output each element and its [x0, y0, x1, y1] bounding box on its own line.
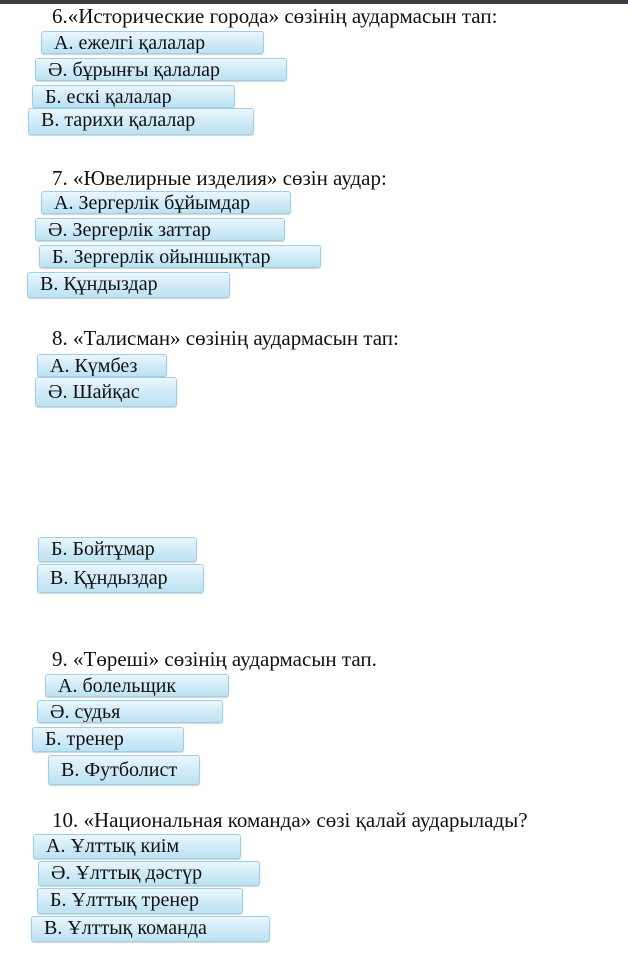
question-7-option-ae[interactable]: Ә. Зергерлік заттар — [35, 218, 285, 241]
question-7-option-a[interactable]: А. Зергерлік бұйымдар — [41, 191, 291, 214]
question-9-text: 9. «Төреші» сөзінің аудармасын тап. — [52, 647, 377, 671]
question-6-option-a[interactable]: А. ежелгі қалалар — [41, 31, 264, 54]
question-6-option-v[interactable]: В. тарихи қалалар — [28, 108, 254, 135]
question-10-option-a[interactable]: А. Ұлттық киім — [33, 834, 241, 859]
question-8-option-a[interactable]: А. Күмбез — [37, 354, 167, 377]
question-9-option-v[interactable]: В. Футболист — [48, 755, 200, 785]
question-7-option-v[interactable]: В. Құндыздар — [27, 272, 230, 298]
question-10-option-v[interactable]: В. Ұлттық команда — [31, 916, 270, 942]
question-6-option-ae[interactable]: Ә. бұрынғы қалалар — [35, 58, 287, 81]
question-8-option-b[interactable]: Б. Бойтұмар — [38, 537, 197, 562]
question-8-option-ae[interactable]: Ә. Шайқас — [35, 377, 177, 407]
question-8-text: 8. «Талисман» сөзінің аудармасын тап: — [52, 326, 399, 350]
question-9-option-a[interactable]: А. болельщик — [45, 674, 229, 697]
question-9-option-b[interactable]: Б. тренер — [32, 727, 184, 752]
question-10-text: 10. «Национальная команда» сөзі қалай аударылады? — [52, 808, 528, 832]
question-10-option-ae[interactable]: Ә. Ұлттық дәстүр — [38, 861, 260, 886]
question-9-option-ae[interactable]: Ә. судья — [37, 700, 223, 723]
question-6-text: 6.«Исторические города» сөзінің аудармасын тап: — [52, 4, 498, 28]
question-6-option-b[interactable]: Б. ескі қалалар — [32, 85, 235, 108]
question-10-option-b[interactable]: Б. Ұлттық тренер — [37, 888, 243, 914]
question-7-option-b[interactable]: Б. Зергерлік ойыншықтар — [39, 245, 321, 268]
question-7-text: 7. «Ювелирные изделия» сөзін аудар: — [52, 166, 387, 190]
question-8-option-v[interactable]: В. Құндыздар — [37, 564, 204, 593]
